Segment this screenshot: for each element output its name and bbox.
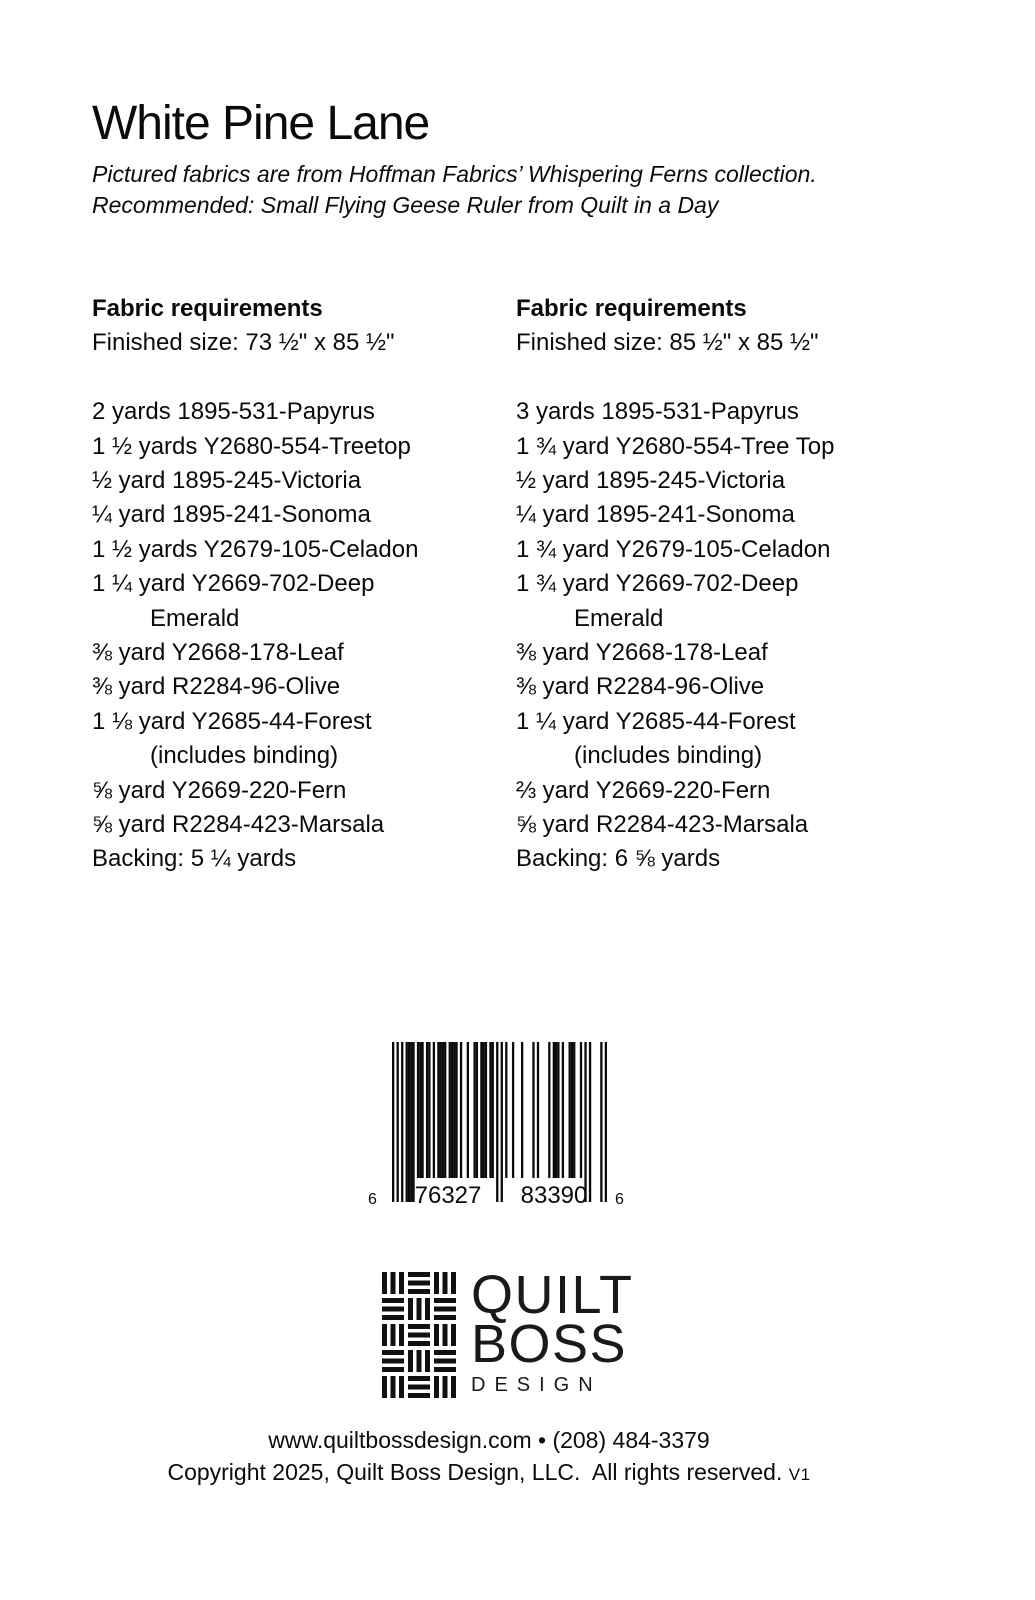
fabric-line: ⅔ yard Y2669-220-Fern (516, 776, 771, 804)
fabric-line: (includes binding) (150, 742, 339, 770)
weave-cell (382, 1298, 404, 1320)
barcode-group-1: 76327 (414, 1182, 482, 1209)
footer-contact-line: www.quiltbossdesign.com • (208) 484-3379 (268, 1427, 710, 1453)
fabric-line: ½ yard 1895-245-Victoria (92, 467, 362, 495)
weave-cell (434, 1272, 456, 1294)
barcode-check-digit: 6 (615, 1191, 624, 1208)
barcode-group-2: 83390 (520, 1182, 588, 1209)
fabric-line: Backing: 6 ⅝ yards (516, 845, 721, 873)
fabric-line: 3 yards 1895-531-Papyrus (516, 398, 799, 426)
subtitle (92, 159, 817, 221)
logo-word-boss: BOSS (471, 1314, 628, 1374)
finished-size: Finished size: 85 ½" x 85 ½" (516, 329, 819, 357)
fabric-line: ¼ yard 1895-241-Sonoma (516, 501, 795, 529)
fabric-line: Emerald (150, 604, 240, 632)
fabric-line: 1 ⅛ yard Y2685-44-Forest (92, 707, 372, 735)
weave-cell (434, 1298, 456, 1320)
quilt-boss-logo-mark (382, 1272, 456, 1398)
logo-word-quilt: QUILT (471, 1265, 634, 1325)
fabric-line: 1 ¾ yard Y2669-702-Deep (516, 570, 799, 598)
page-title: White Pine Lane (92, 97, 430, 150)
fabric-line: Backing: 5 ¼ yards (92, 845, 297, 873)
weave-cell (382, 1376, 404, 1398)
fabric-line: ⅜ yard Y2668-178-Leaf (516, 639, 768, 667)
subtitle-line-2: Recommended: Small Flying Geese Ruler from Quilt in a Day (92, 192, 719, 218)
weave-cell (382, 1272, 404, 1294)
weave-cell (408, 1272, 430, 1294)
barcode-number-system-digit: 6 (368, 1191, 377, 1208)
fabric-list (516, 395, 956, 877)
fabric-line: 1 ½ yards Y2679-105-Celadon (92, 535, 419, 563)
fabric-line: 1 ¼ yard Y2685-44-Forest (516, 707, 796, 735)
fabric-list (92, 395, 532, 877)
upc-barcode (356, 1042, 640, 1214)
footer-copyright-line (0, 1456, 978, 1491)
weave-cell (408, 1350, 430, 1372)
fabric-line: ¼ yard 1895-241-Sonoma (92, 501, 371, 529)
weave-cell (408, 1376, 430, 1398)
fabric-requirements-column-right (516, 292, 956, 877)
fabric-requirements-header: Fabric requirements (92, 295, 323, 322)
fabric-line: 1 ½ yards Y2680-554-Treetop (92, 432, 411, 460)
subtitle-line-1: Pictured fabrics are from Hoffman Fabrics’ Whispering Ferns collection. (92, 161, 817, 187)
weave-cell (408, 1298, 430, 1320)
weave-cell (434, 1324, 456, 1346)
weave-cell (434, 1376, 456, 1398)
barcode-bars (392, 1042, 607, 1204)
fabric-line: ⅜ yard R2284-96-Olive (516, 673, 765, 701)
weave-cell (382, 1350, 404, 1372)
version-label: V1 (788, 1465, 811, 1484)
fabric-requirements-column-left (92, 292, 532, 877)
footer (0, 1424, 978, 1491)
fabric-line: ⅝ yard Y2669-220-Fern (92, 776, 347, 804)
fabric-line: Emerald (574, 604, 664, 632)
fabric-line: ⅝ yard R2284-423-Marsala (92, 811, 385, 839)
fabric-line: (includes binding) (574, 742, 763, 770)
fabric-line: ⅜ yard R2284-96-Olive (92, 673, 341, 701)
weave-cell (382, 1324, 404, 1346)
fabric-line: 1 ¾ yard Y2679-105-Celadon (516, 535, 831, 563)
finished-size: Finished size: 73 ½" x 85 ½" (92, 329, 395, 357)
fabric-requirements-header: Fabric requirements (516, 295, 747, 322)
fabric-line: ⅜ yard Y2668-178-Leaf (92, 639, 344, 667)
fabric-line: 2 yards 1895-531-Papyrus (92, 398, 375, 426)
weave-cell (408, 1324, 430, 1346)
quilt-boss-logo-text (471, 1265, 634, 1397)
logo-word-design: DESIGN (471, 1374, 602, 1396)
weave-cell (434, 1350, 456, 1372)
copyright-text: Copyright 2025, Quilt Boss Design, LLC. All rights reserved. (167, 1459, 789, 1485)
fabric-line: ½ yard 1895-245-Victoria (516, 467, 786, 495)
fabric-line: ⅝ yard R2284-423-Marsala (516, 811, 809, 839)
fabric-line: 1 ¼ yard Y2669-702-Deep (92, 570, 375, 598)
fabric-line: 1 ¾ yard Y2680-554-Tree Top (516, 432, 835, 460)
